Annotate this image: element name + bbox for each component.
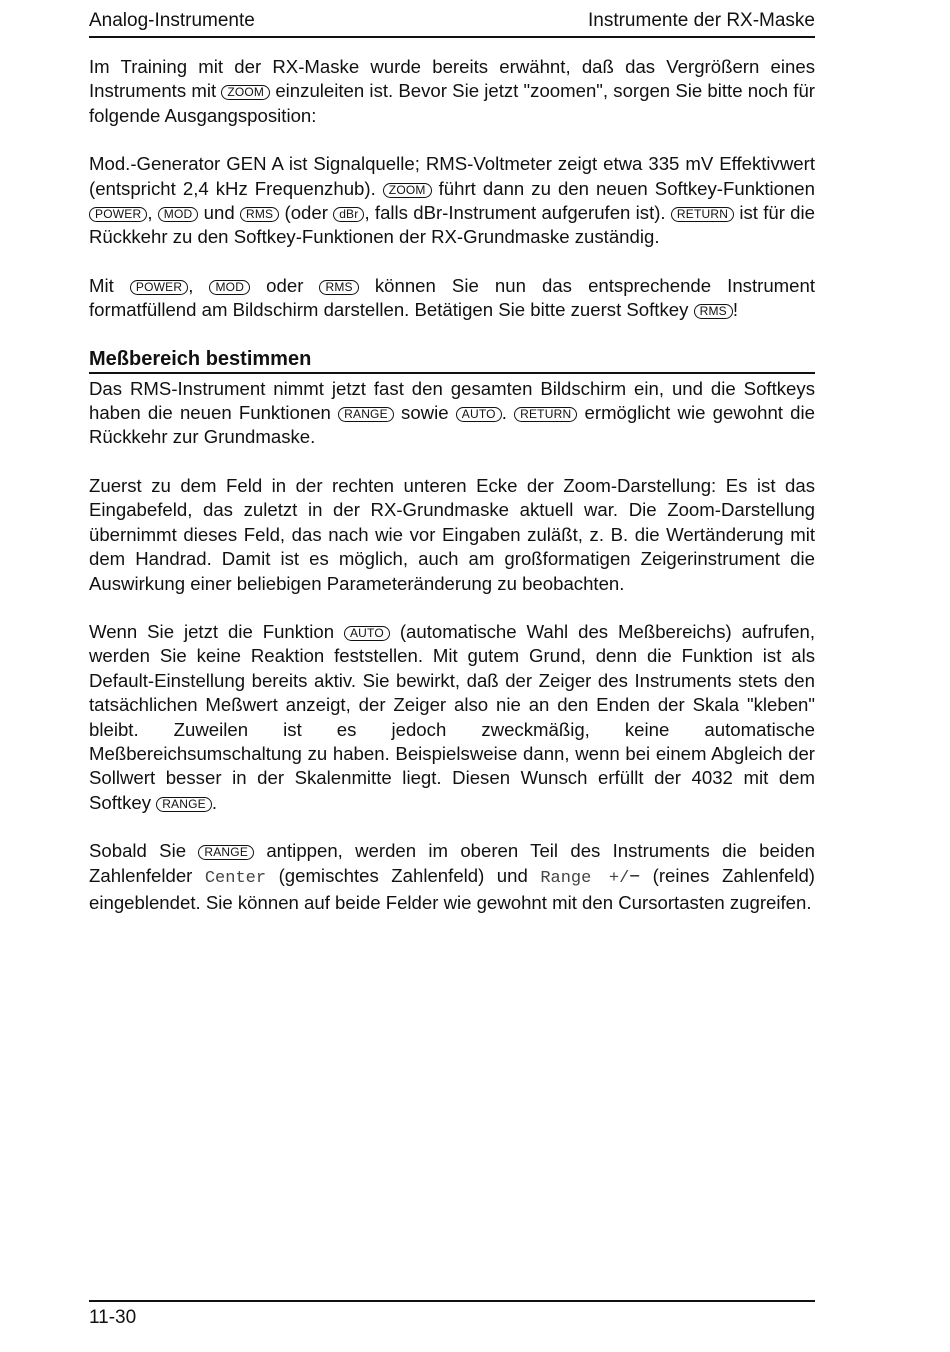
page-number: 11-30 [89,1307,137,1328]
text: Sobald Sie [89,840,199,862]
text: Wenn Sie jetzt die Funktion [89,620,344,642]
paragraph-instrument-select [89,274,815,323]
range-field-name: Range +/ [540,868,630,888]
paragraph-range-fields [89,839,815,915]
text: oder [250,274,320,296]
header-chapter: Analog-Instrumente [89,10,255,31]
text: (automatische Wahl des Meßbereichs) aufrufen, werden Sie keine Reaktion feststellen. Mit gutem Grund, denn die Funktion ist als Default-Einstellung bereits aktiv. Sie bewirkt, daß der Zeiger des Instruments stets den tatsächlichen Meßwert anzeigt, der Zeiger also nie an den Enden der Skala "kleben" bleibt. Zuweilen ist es jedoch zweckmäßig, keine automatische Meßbereichsumschaltung zu haben. Beispielsweise dann, wenn bei einem Abgleich der Sollwert besser in der Skalenmitte liegt. Diesen Wunsch erfüllt der 4032 mit dem Softkey [89,620,815,813]
center-field-name: Center [204,868,267,888]
range-key: RANGE [156,797,212,812]
paragraph-start-position [89,152,815,250]
rms-key: RMS [240,207,279,222]
power-key: POWER [130,280,188,295]
return-key: RETURN [514,407,577,422]
text: führt dann zu den neuen Softkey-Funktionen [431,177,815,199]
power-key: POWER [89,207,147,222]
paragraph-input-field [89,474,815,596]
range-key: RANGE [198,845,254,860]
auto-key: AUTO [456,407,502,422]
text: − (reines Zahlenfeld) eingeblendet. Sie können auf beide Felder wie gewohnt mit den Cursortasten zugreifen. [89,864,815,913]
footer-rule [89,1300,815,1302]
rms-key: RMS [319,280,358,295]
zoom-key: ZOOM [221,85,270,100]
text: . [211,791,218,813]
text: (oder [279,202,334,224]
text: und [198,202,240,224]
paragraph-intro [89,55,815,128]
text: , falls dBr-Instrument aufgerufen ist). [364,202,671,224]
dbr-key: dBr [333,207,364,222]
text: . [501,402,515,424]
text: , [147,202,158,224]
section-title: Meßbereich bestimmen [89,347,815,374]
text: Mod.-Generator GEN A ist Signalquelle; RMS-Voltmeter zeigt etwa 335 mV Effektivwert (entspricht 2,4 kHz Frequenzhub). [89,153,815,199]
header-section: Instrumente der RX-Maske [587,10,815,31]
text: Mit [89,274,130,296]
mod-key: MOD [158,207,199,222]
paragraph-rms-instrument [89,377,815,450]
text: , [188,274,210,296]
text: Im Training mit der RX-Maske wurde bereits erwähnt, daß das Vergrößern eines Instruments mit [89,56,815,102]
text: ist für die Rückkehr zu den Softkey-Funktionen der RX-Grundmaske zuständig. [89,202,815,248]
text: (gemischtes Zahlenfeld) und [266,864,541,886]
text: Zuerst zu dem Feld in der rechten unteren Ecke der Zoom-Darstellung: Es ist das Eingabefeld, das zuletzt in der RX-Grundmaske aktuell war. Die Zoom-Darstellung übernimmt dieses Feld, das nach wie vor Eingaben zuläßt, z. B. die Wertänderung mit dem Handrad. Damit ist es möglich, auch am großformatigen Zeigerinstrument die Auswirkung einer beliebigen Parameteränderung zu beobachten. [89,474,815,594]
paragraph-auto-range [89,620,815,815]
page-header [89,10,815,38]
zoom-key: ZOOM [383,183,432,198]
text: ermöglicht wie gewohnt die Rückkehr zur Grundmaske. [89,402,815,448]
auto-key: AUTO [344,626,390,641]
text: ! [732,299,739,321]
return-key: RETURN [671,207,734,222]
text: antippen, werden im oberen Teil des Instruments die beiden Zahlenfelder [89,840,815,886]
range-key: RANGE [338,407,394,422]
rms-key: RMS [694,304,733,319]
mod-key: MOD [209,280,250,295]
text: Das RMS-Instrument nimmt jetzt fast den gesamten Bildschirm ein, und die Softkeys haben die neuen Funktionen [89,377,815,424]
text: können Sie nun das entsprechende Instrument formatfüllend am Bildschirm darstellen. Betätigen Sie bitte zuerst Softkey [89,274,816,321]
text: einzuleiten ist. Bevor Sie jetzt "zoomen", sorgen Sie bitte noch für folgende Ausgangsposition: [89,80,815,126]
page-content [89,55,815,915]
text: sowie [393,402,456,424]
